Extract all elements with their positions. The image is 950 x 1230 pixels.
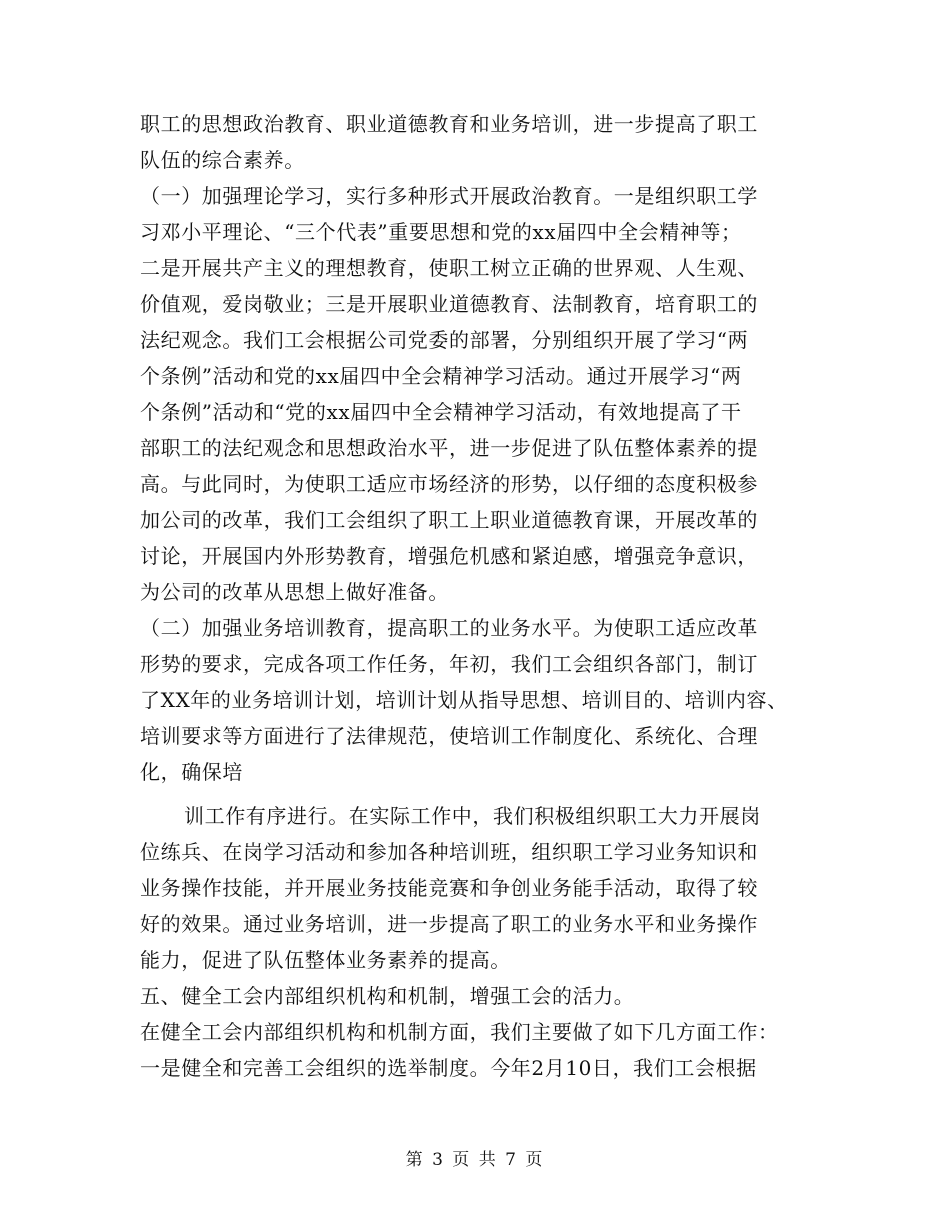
text-line: 培训要求等方面进行了法律规范，使培训工作制度化、系统化、合理 bbox=[140, 724, 758, 748]
text-line-indented: 训工作有序进行。在实际工作中，我们积极组织职工大力开展岗 bbox=[184, 804, 761, 828]
paragraph-gap bbox=[140, 790, 820, 798]
text-line: 好的效果。通过业务培训，进一步提高了职工的业务水平和业务操作 bbox=[140, 912, 758, 936]
text-line: 业务操作技能，并开展业务技能竞赛和争创业务能手活动，取得了较 bbox=[140, 876, 758, 900]
text-line: 价值观，爱岗敬业；三是开展职业道德教育、法制教育，培育职工的 bbox=[140, 292, 758, 316]
text-line: （一）加强理论学习，实行多种形式开展政治教育。一是组织职工学 bbox=[140, 184, 758, 208]
text-line: 一是健全和完善工会组织的选举制度。今年2月10日，我们工会根据 bbox=[140, 1056, 757, 1080]
text-line: 法纪观念。我们工会根据公司党委的部署，分别组织开展了学习“两 bbox=[140, 328, 749, 352]
text-line: 二是开展共产主义的理想教育，使职工树立正确的世界观、人生观、 bbox=[140, 256, 758, 280]
text-line: 在健全工会内部组织机构和机制方面，我们主要做了如下几方面工作： bbox=[140, 1020, 779, 1044]
page-number-footer: 第 3 页 共 7 页 bbox=[405, 1150, 545, 1170]
text-line: 个条例”活动和“党的xx届四中全会精神学习活动，有效地提高了干 bbox=[140, 400, 742, 424]
text-line: 习邓小平理论、“三个代表”重要思想和党的xx届四中全会精神等； bbox=[140, 220, 742, 244]
text-line: 形势的要求，完成各项工作任务，年初，我们工会组织各部门，制订 bbox=[140, 652, 758, 676]
text-line: 化，确保培 bbox=[140, 760, 243, 784]
text-line: 队伍的综合素养。 bbox=[140, 148, 305, 172]
text-line: 能力，促进了队伍整体业务素养的提高。 bbox=[140, 948, 511, 972]
text-line: 了XX年的业务培训计划，培训计划从指导思想、培训目的、培训内容、 bbox=[140, 688, 788, 712]
text-line: 职工的思想政治教育、职业道德教育和业务培训，进一步提高了职工 bbox=[140, 112, 758, 136]
text-line: 个条例”活动和党的xx届四中全会精神学习活动。通过开展学习“两 bbox=[140, 364, 742, 388]
text-line: 高。与此同时，为使职工适应市场经济的形势，以仔细的态度积极参 bbox=[140, 472, 758, 496]
section-heading: 五、健全工会内部组织机构和机制，增强工会的活力。 bbox=[140, 984, 635, 1008]
text-line: 为公司的改革从思想上做好准备。 bbox=[140, 580, 449, 604]
text-line: （二）加强业务培训教育，提高职工的业务水平。为使职工适应改革 bbox=[140, 616, 758, 640]
text-line: 讨论，开展国内外形势教育，增强危机感和紧迫感，增强竞争意识， bbox=[140, 544, 758, 568]
text-line: 部职工的法纪观念和思想政治水平，进一步促进了队伍整体素养的提 bbox=[140, 436, 758, 460]
text-line: 加公司的改革，我们工会组织了职工上职业道德教育课，开展改革的 bbox=[140, 508, 758, 532]
text-line: 位练兵、在岗学习活动和参加各种培训班，组织职工学习业务知识和 bbox=[140, 840, 758, 864]
document-body bbox=[140, 106, 820, 1086]
